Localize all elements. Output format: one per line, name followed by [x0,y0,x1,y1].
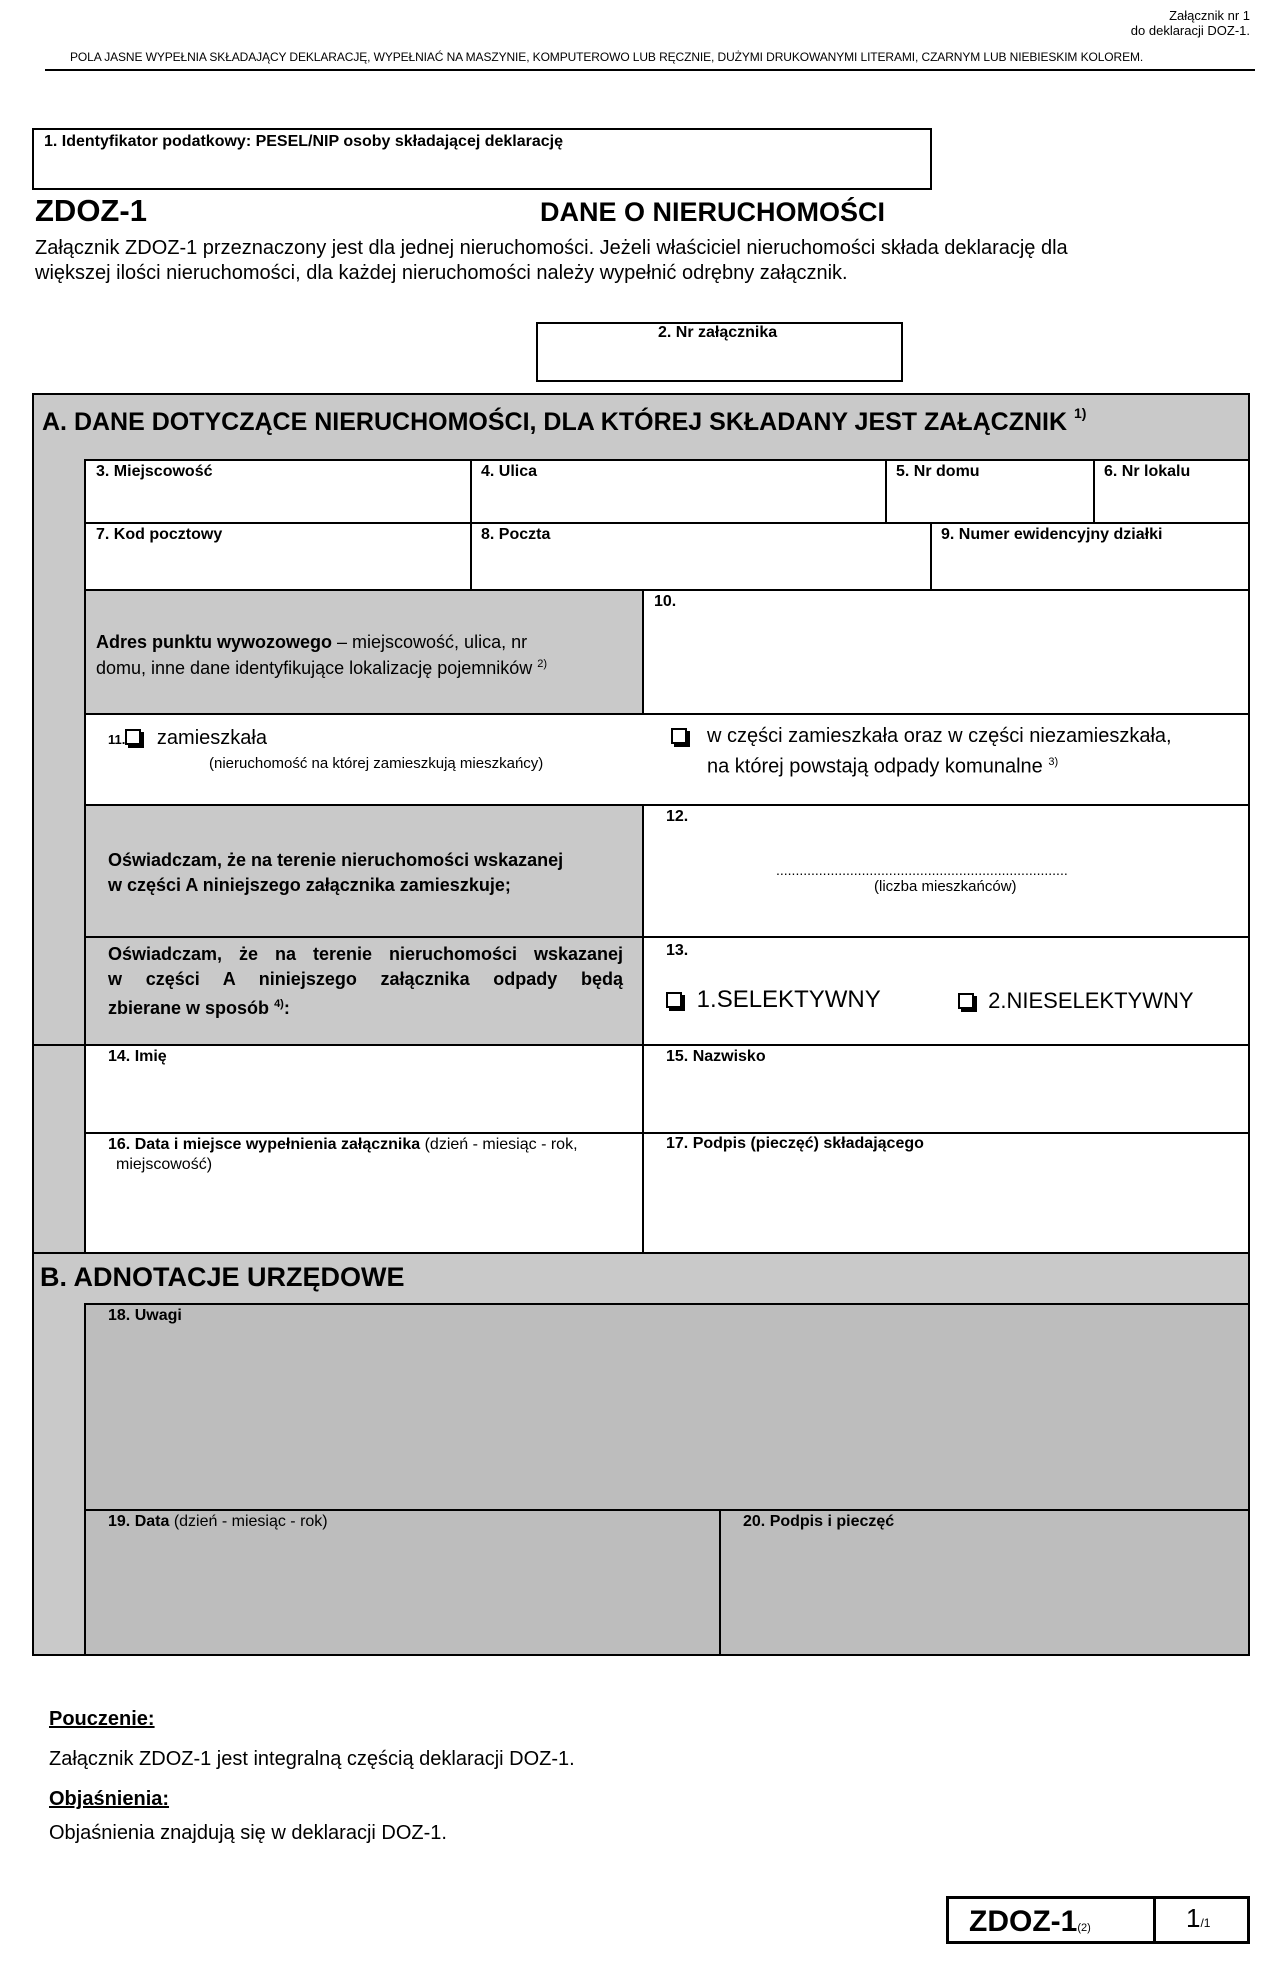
declaration-residents-cell [84,804,644,938]
residents-dots: ........................................................................... [776,862,1068,878]
field-3-town[interactable] [84,459,472,524]
field-19-label [108,1513,328,1531]
field-16-label-bold: 16. Data i miejsce wypełnienia załącznika [108,1136,421,1153]
nonselective-checkbox-icon[interactable] [958,993,974,1009]
field-1-tax-id[interactable] [32,128,932,190]
fill-instructions: POLA JASNE WYPEŁNIA SKŁADAJĄCY DEKLARACJĘ, WYPEŁNIAĆ NA MASZYNIE, KOMPUTEROWO LUB RĘCZNIE, DUŻYMI DRUKOWANYMI LITERAMI, CZARNYM LUB NIEBIESKIM KOLOREM. [70,50,1144,64]
intro-text [35,236,1068,286]
decl2-colon: : [283,998,290,1018]
field-16-label-rest-2: miejscowość) [116,1156,213,1173]
field-16-label [108,1135,578,1175]
field-20-label: 20. Podpis i pieczęć [743,1513,895,1530]
option-partially-inhabited[interactable] [671,723,1172,780]
field-3-label: 3. Miejscowość [96,463,213,480]
pickup-address-label-cell [84,589,644,715]
option-nonselective[interactable] [958,988,1194,1014]
section-a-title-text: A. DANE DOTYCZĄCE NIERUCHOMOŚCI, DLA KTÓREJ SKŁADANY JEST ZAŁĄCZNIK [42,408,1068,436]
selective-checkbox-icon[interactable] [666,992,682,1008]
section-b-title: B. ADNOTACJE URZĘDOWE [40,1262,405,1292]
field-15-label: 15. Nazwisko [666,1048,766,1065]
field-6-apartment-number[interactable] [1093,459,1250,524]
pickup-bold: Adres punktu wywozowego [96,632,333,652]
field-12-residents-count[interactable] [642,804,1250,938]
inhabited-checkbox-icon[interactable] [125,729,141,745]
field-11-property-type [84,713,1250,806]
declaration-collection-cell [84,936,644,1046]
section-a-title [42,405,1086,437]
option-inhabited-note: (nieruchomość na której zamieszkują mieszkańcy) [209,755,544,772]
field-7-label: 7. Kod pocztowy [96,526,223,543]
option-partial-line-2: na której powstają odpady komunalne [707,755,1043,778]
field-1-label: 1. Identyfikator podatkowy: PESEL/NIP osoby składającej deklarację [44,133,564,150]
attachment-no: Załącznik nr 1 [1169,8,1250,23]
field-15-last-name[interactable] [642,1044,1250,1134]
field-13-collection-method [642,936,1250,1046]
field-17-signature[interactable] [642,1132,1250,1254]
objasnienia-text: Objaśnienia znajdują się w deklaracji DOZ-1. [49,1822,447,1844]
decl2-line-1: Oświadczam, że na terenie nieruchomości wskazanej [108,944,623,964]
footer-version: (2) [1077,1922,1091,1934]
field-18-label: 18. Uwagi [108,1307,182,1324]
field-19-date [84,1509,721,1656]
footer-page-box [1153,1896,1250,1944]
declaration-residents-text [108,848,563,898]
field-16-label-rest-1: (dzień - miesiąc - rok, [420,1136,578,1153]
pickup-rest-1: – miejscowość, ulica, nr [332,632,528,652]
field-20-signature-stamp [719,1509,1250,1656]
decl2-footnote: 4) [274,998,284,1010]
option-selective-label: 1.SELEKTYWNY [696,986,881,1013]
pickup-footnote: 2) [537,658,548,670]
field-9-plot-number[interactable] [930,522,1250,591]
decl1-line-1: Oświadczam, że na terenie nieruchomości wskazanej [108,850,564,870]
field-12-label: 12. [666,808,689,825]
field-17-label: 17. Podpis (pieczęć) składającego [666,1135,924,1152]
footer-page [1186,1903,1210,1934]
field-10-label: 10. [654,593,677,610]
intro-line-2: większej ilości nieruchomości, dla każdej nieruchomości należy wypełnić odrębny załącznik. [35,262,848,284]
form-title: DANE O NIERUCHOMOŚCI [540,197,886,227]
field-11-label: 11. [108,732,126,747]
field-2-attachment-number[interactable] [536,322,903,382]
section-a-footnote: 1) [1074,405,1087,421]
pouczenie-text: Załącznik ZDOZ-1 jest integralną częścią deklaracji DOZ-1. [49,1748,575,1770]
field-19-label-rest: (dzień - miesiąc - rok) [169,1513,328,1530]
decl1-line-2: w części A niniejszego załącznika zamieszkuje; [108,875,511,895]
partially-inhabited-checkbox-icon[interactable] [671,728,687,744]
field-18-remarks [84,1303,1250,1511]
intro-line-1: Załącznik ZDOZ-1 przeznaczony jest dla jednej nieruchomości. Jeżeli właściciel nieruchomości składa deklarację dla [35,237,1068,259]
pickup-rest-2: domu, inne dane identyfikujące lokalizację pojemników [96,658,533,678]
field-13-label: 13. [666,942,689,959]
field-4-street[interactable] [470,459,887,524]
objasnienia-title: Objaśnienia: [49,1788,170,1810]
decl2-line-2: w części A niniejszego załącznika odpady będą [108,969,623,989]
pickup-address-description [96,631,547,679]
form-code: ZDOZ-1 [35,193,147,228]
footer-code [969,1905,1091,1939]
field-2-label: 2. Nr załącznika [658,324,778,341]
field-10-pickup-address[interactable] [642,589,1250,715]
field-16-date-place[interactable] [84,1132,644,1254]
decl2-line-3: zbierane w sposób [108,998,270,1018]
option-nonselective-label: 2.NIESELEKTYWNY [988,988,1194,1013]
field-4-label: 4. Ulica [481,463,538,480]
field-8-post-office[interactable] [470,522,932,591]
field-8-label: 8. Poczta [481,526,551,543]
field-6-label: 6. Nr lokalu [1104,463,1191,480]
option-partial-line-1: w części zamieszkała oraz w części niezamieszkała, [707,725,1172,747]
footer-code-box [946,1896,1156,1944]
footer-page-total: /1 [1200,1916,1211,1930]
field-9-label: 9. Numer ewidencyjny działki [941,526,1163,543]
field-14-label: 14. Imię [108,1048,167,1065]
field-7-postal-code[interactable] [84,522,472,591]
footer-code-text: ZDOZ-1 [969,1905,1078,1938]
field-5-house-number[interactable] [885,459,1095,524]
field-19-label-bold: 19. Data [108,1513,170,1530]
attachment-number [1131,8,1250,38]
field-5-label: 5. Nr domu [896,463,980,480]
option-partial-footnote: 3) [1048,756,1059,768]
option-inhabited[interactable] [108,727,267,750]
footer-page-number: 1 [1186,1903,1201,1933]
header-rule [45,69,1255,71]
pouczenie-title: Pouczenie: [49,1708,155,1730]
declaration-collection-text [108,942,623,1021]
option-selective[interactable] [666,986,881,1014]
residents-note: (liczba mieszkańców) [874,878,1017,895]
option-inhabited-label: zamieszkała [156,727,267,749]
field-14-first-name[interactable] [84,1044,644,1134]
attachment-of: do deklaracji DOZ-1. [1130,23,1250,38]
